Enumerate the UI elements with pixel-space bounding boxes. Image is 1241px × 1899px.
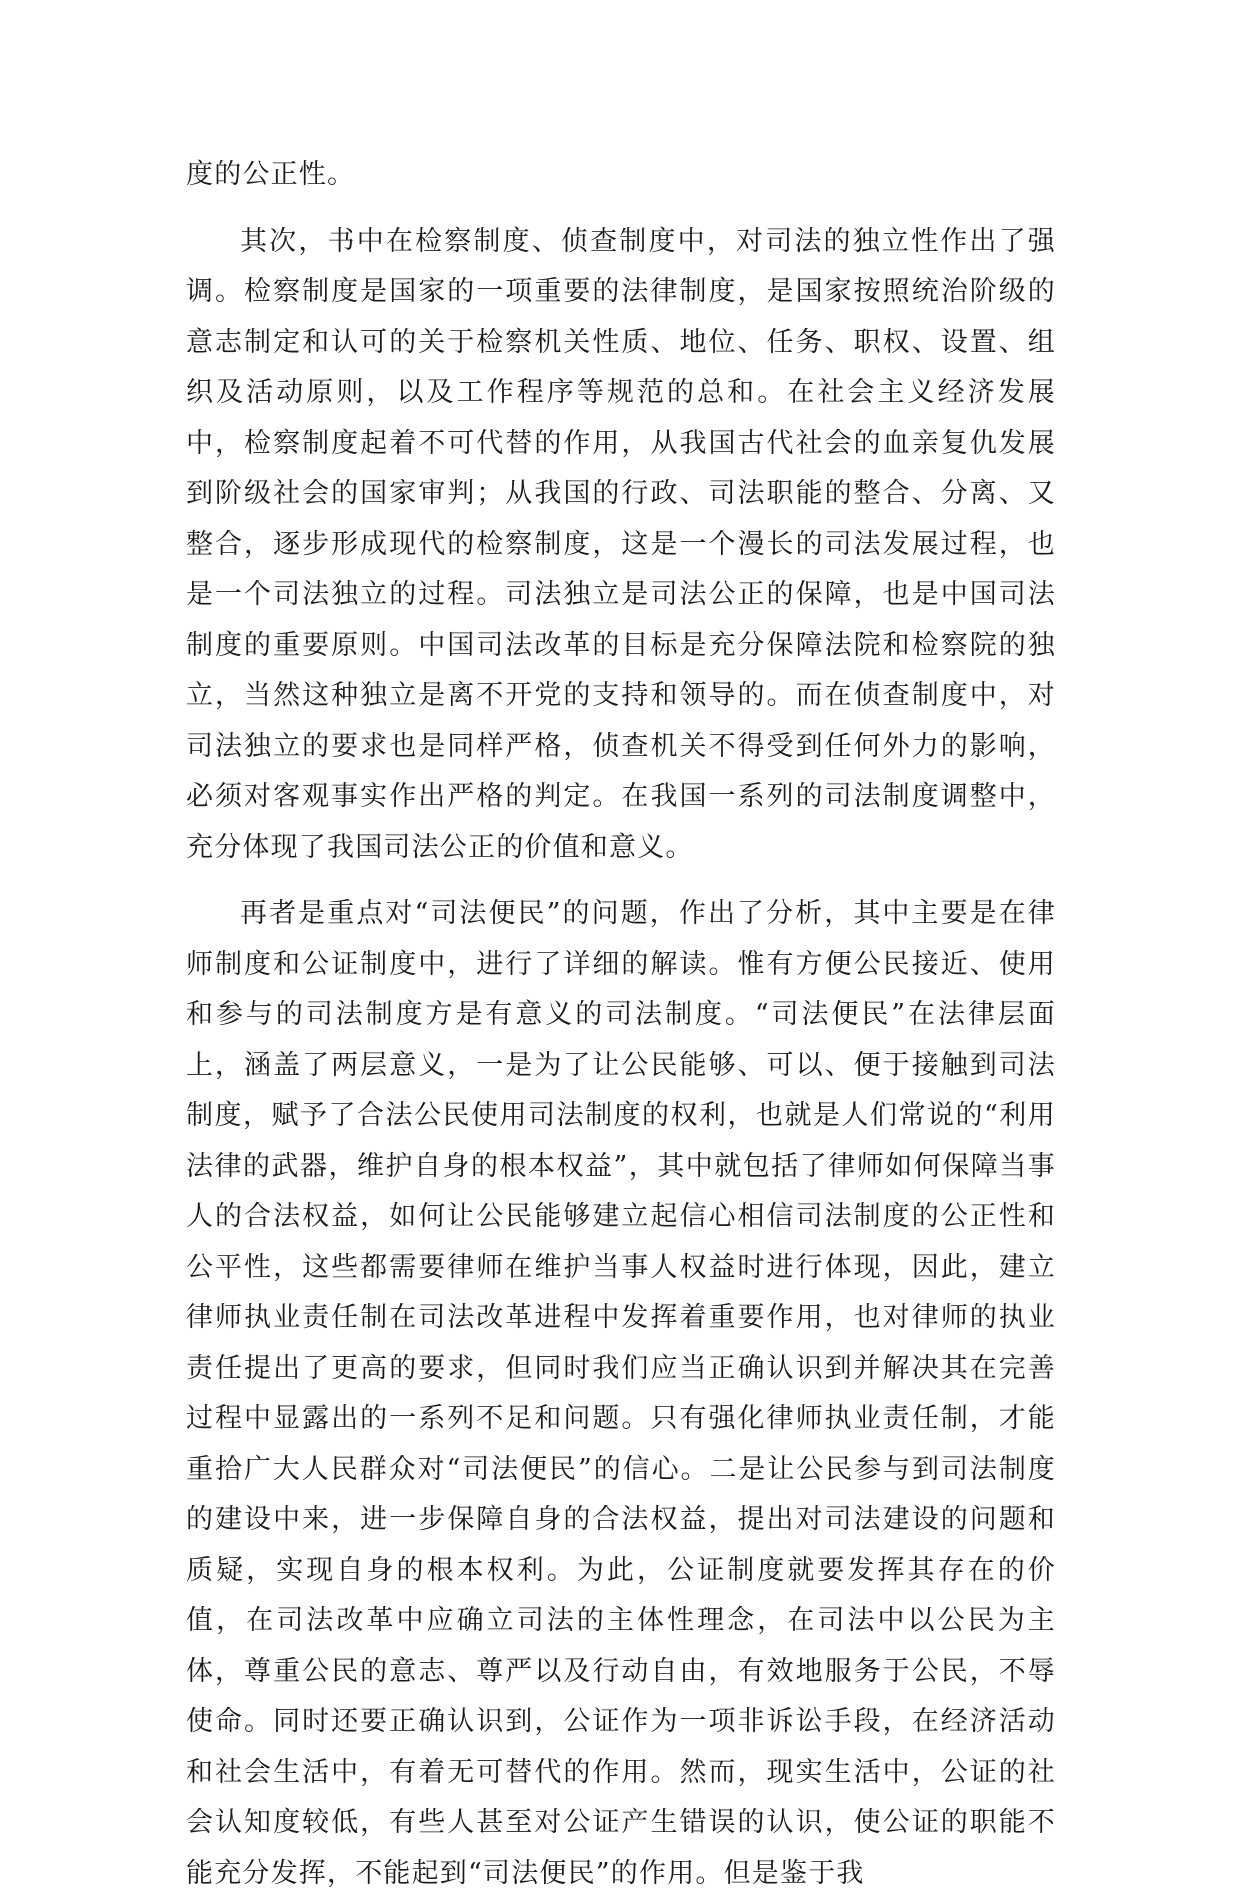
body-text <box>186 150 1056 1899</box>
paragraph-judicial-convenience: 再者是重点对“司法便民”的问题，作出了分析，其中主要是在律师制度和公证制度中，进行了详细的解读。惟有方便公民接近、使用和参与的司法制度方是有意义的司法制度。“司法便民”在法律层面上，涵盖了两层意义，一是为了让公民能够、可以、便于接触到司法制度，赋予了合法公民使用司法制度的权利，也就是人们常说的“利用法律的武器，维护自身的根本权益”，其中就包括了律师如何保障当事人的合法权益，如何让公民能够建立起信心相信司法制度的公正性和公平性，这些都需要律师在维护当事人权益时进行体现，因此，建立律师执业责任制在司法改革进程中发挥着重要作用，也对律师的执业责任提出了更高的要求，但同时我们应当正确认识到并解决其在完善过程中显露出的一系列不足和问题。只有强化律师执业责任制，才能重拾广大人民群众对“司法便民”的信心。二是让公民参与到司法制度的建设中来，进一步保障自身的合法权益，提出对司法建设的问题和质疑，实现自身的根本权利。为此，公证制度就要发挥其存在的价值，在司法改革中应确立司法的主体性理念，在司法中以公民为主体，尊重公民的意志、尊严以及行动自由，有效地服务于公民，不辱使命。同时还要正确认识到，公证作为一项非诉讼手段，在经济活动和社会生活中，有着无可替代的作用。然而，现实生活中，公证的社会认知度较低，有些人甚至对公证产生错误的认识，使公证的职能不能充分发挥，不能起到“司法便民”的作用。但是鉴于我 <box>186 898 1056 1889</box>
paragraph-procuratorial-independence: 其次，书中在检察制度、侦查制度中，对司法的独立性作出了强调。检察制度是国家的一项重要的法律制度，是国家按照统治阶级的意志制定和认可的关于检察机关性质、地位、任务、职权、设置、组织及活动原则，以及工作程序等规范的总和。在社会主义经济发展中，检察制度起着不可代替的作用，从我国古代社会的血亲复仇发展到阶级社会的国家审判；从我国的行政、司法职能的整合、分离、又整合，逐步形成现代的检察制度，这是一个漫长的司法发展过程，也是一个司法独立的过程。司法独立是司法公正的保障，也是中国司法制度的重要原则。中国司法改革的目标是充分保障法院和检察院的独立，当然这种独立是离不开党的支持和领导的。而在侦查制度中，对司法独立的要求也是同样严格，侦查机关不得受到任何外力的影响，必须对客观事实作出严格的判定。在我国一系列的司法制度调整中，充分体现了我国司法公正的价值和意义。 <box>186 225 1056 863</box>
paragraph-continuation: 度的公正性。 <box>186 159 356 190</box>
